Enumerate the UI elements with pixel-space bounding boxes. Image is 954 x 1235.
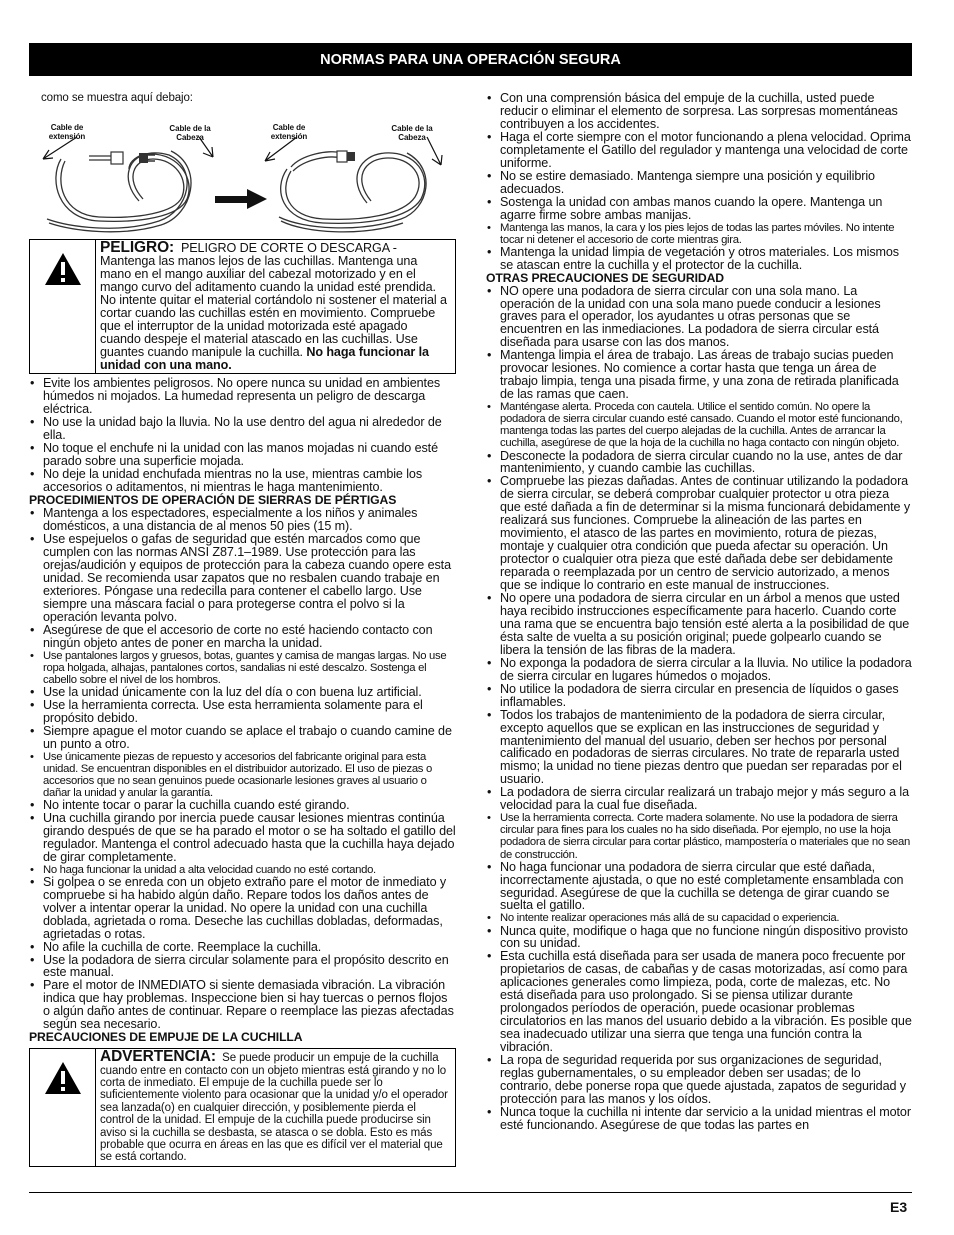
list-item: • No utilice la podadora de sierra circular en presencia de líquidos o gases inflamables. [486, 683, 913, 709]
list-item: • Mantenga a los espectadores, especialmente a los niños y animales domésticos, a una distancia de al menos 50 pies (15 m). [29, 507, 456, 533]
warning-title: ADVERTENCIA: [100, 1048, 216, 1066]
list-item: • No opere una podadora de sierra circular en un árbol a menos que usted haya recibido instrucciones específicamente para hacerlo. Cuando corte una rama que se encuentra bajo tensión esté alerta a la posibilidad de que ésta salte de vuelta a su posición original; puede golpearlo cuando se libera la tensión de las fibras de la madera. [486, 592, 913, 657]
list-item: • Mantenga las manos, la cara y los pies lejos de todas las partes móviles. No intente tocar ni detener el accesorio de corte mientras gira. [486, 222, 913, 246]
cord-knot-diagram [29, 109, 456, 237]
section-heading-kickback: PRECAUCIONES DE EMPUJE DE LA CUCHILLA [29, 1030, 303, 1045]
list-item: • NO opere una podadora de sierra circular con una sola mano. La operación de la unidad con una sola mano puede conducir a lesiones graves para el operador, los ayudantes u otras personas que se encuentren en las inmediaciones. La podadora de sierra circular está diseñada para usarse con las dos manos. [486, 285, 913, 350]
list-item: • Sostenga la unidad con ambas manos cuando la opere. Mantenga un agarre firme sobre ambas manijas. [486, 196, 913, 222]
danger-title: PELIGRO: [100, 238, 175, 256]
footer-rule [29, 1192, 912, 1193]
list-item: • Use espejuelos o gafas de seguridad que estén marcados como que cumplen con las normas ANSI Z87.1–1989. Use protección para las orejas/audición y equipos de protección para la cabeza cuando opere esta unidad. Se recomienda usar zapatos que no resbalen cuando trabaje en exteriores. Póngase una redecilla para contener el cabello largo. Use siempre una máscara facial o para protegerse contra el polvo si la operación levanta polvo. [29, 533, 456, 624]
list-item: • Mantenga la unidad limpia de vegetación y otros materiales. Los mismos se atascan entre la cuchilla y el protector de la cuchilla. [486, 246, 913, 272]
list-item: • Use la podadora de sierra circular solamente para el propósito descrito en este manual. [29, 954, 456, 980]
list-item: • Desconecte la podadora de sierra circular cuando no la use, antes de dar mantenimiento, y cuando cambie las cuchillas. [486, 450, 913, 476]
right-column [486, 92, 913, 1132]
intro-text: como se muestra aquí debajo: [41, 92, 193, 104]
label-head-cord-2: Cable de la Cabeza [391, 123, 433, 142]
warning-body: Se puede producir un empuje de la cuchilla cuando entre en contacto con un objeto mientras está girando y no lo corta de inmediato. El empuje de la cuchilla puede ser lo suficientemente violento para ocasionar que la unidad y/o el operador sea lanzada(o) en cualquier dirección, y posiblemente pierda el control de la unidad. El empuje de la cuchilla puede producirse sin aviso si la cuchilla se desbasta, se atasca o se dobla. Esto es más probable que ocurra en áreas en las que es difícil ver el material que se está cortando. [100, 1052, 448, 1164]
list-item: • No afile la cuchilla de corte. Reemplace la cuchilla. [29, 941, 456, 954]
list-item: • Manténgase alerta. Proceda con cautela. Utilice el sentido común. No opere la podadora de sierra circular cuando esté cansado. Cuando el motor esté funcionando, mantenga todas las partes del cuerpo alejadas de la cuchilla. Antes de arrancar la cuchilla, asegúrese de que la hoja de la cuchilla no haga contacto con ningún objeto. [486, 401, 913, 449]
warning-triangle-icon [30, 1049, 96, 1166]
section-heading-operating-procedures: PROCEDIMIENTOS DE OPERACIÓN DE SIERRAS DE PÉRTIGAS [29, 493, 397, 508]
bullet-list-other [486, 285, 913, 1132]
bullet-list-operating [29, 507, 456, 1031]
list-item: • Use pantalones largos y gruesos, botas, guantes y camisa de mangas largas. No use ropa holgada, alhajas, pantalones cortos, sandalias ni esté descalzo. Sostenga el cabello sobre el nivel de los hombros. [29, 650, 456, 686]
section-heading-other-precautions: OTRAS PRECAUCIONES DE SEGURIDAD [486, 270, 724, 285]
bullet-list-hazards [29, 377, 456, 494]
bullet-list-kickback [486, 92, 913, 272]
list-item: • Compruebe las piezas dañadas. Antes de continuar utilizando la podadora de sierra circular, se deberá comprobar cualquier protector u otra pieza que esté dañada a fin de determinar si la misma funcionará debidamente y realizará sus funciones. Compruebe la alineación de las partes en movimiento, el atasco de las partes en movimiento, rotura de piezas, montaje y cualquier otra condición que pueda afectar su operación. Un protector o cualquier otra pieza que esté dañada debe ser debidamente reparada o reemplazada por un centro de servicio autorizado, a menos que se indique lo contrario en este manual de instrucciones. [486, 475, 913, 592]
list-item: • Use la herramienta correcta. Corte madera solamente. No use la podadora de sierra circular para fines para los cuales no ha sido diseñada. Por ejemplo, no use la hoja podadora de sierra circular para cortar plástico, mampostería o materiales que no sean de construcción. [486, 812, 913, 860]
section-title: NORMAS PARA UNA OPERACIÓN SEGURA [320, 51, 621, 68]
label-head-cord-1: Cable de la Cabeza [169, 123, 211, 142]
list-item: • Todos los trabajos de mantenimiento de la podadora de sierra circular, excepto aquellos que se explican en las instrucciones de seguridad y mantenimiento del manual del usuario, deben ser hechos por personal calificado en podadoras de sierras circulares. No trate de repararla usted mismo; la unidad no tiene piezas dentro que puedan ser reparadas por el usuario. [486, 709, 913, 787]
list-item: • La ropa de seguridad requerida por sus organizaciones de seguridad, reglas gubernamentales, o su empleador deben ser usadas; de lo contrario, debe ponerse ropa que quede ajustada, zapatos de seguridad y protección para las manos y los oídos. [486, 1054, 913, 1106]
label-extension-cord-1: Cable de extensión [48, 122, 86, 141]
warning-triangle-icon [30, 240, 96, 374]
list-item: • Mantenga limpia el área de trabajo. Las áreas de trabajo sucias pueden provocar lesiones. No comience a cortar hasta que tenga un área de trabajo limpia, tenga una pisada firme, y una zona de retirada planificada de las ramas que caen. [486, 349, 913, 401]
list-item: • Haga el corte siempre con el motor funcionando a plena velocidad. Oprima completamente el Gatillo del regulador y mantenga una velocidad de corte uniforme. [486, 131, 913, 170]
list-item: • No exponga la podadora de sierra circular a la lluvia. No utilice la podadora de sierra circular en lugares húmedos o mojados. [486, 657, 913, 683]
list-item: • No haga funcionar una podadora de sierra circular que esté dañada, incorrectamente ajustada, o que no esté completamente ensamblada con seguridad. Asegúrese de que la cuchilla se detenga de girar cuando se suelta el gatillo. [486, 861, 913, 913]
list-item: • Con una comprensión básica del empuje de la cuchilla, usted puede reducir o eliminar el elemento de sorpresa. Las sorpresas momentáneas contribuyen a los accidentes. [486, 92, 913, 131]
danger-subtitle: PELIGRO DE CORTE O DESCARGA - [180, 240, 397, 255]
list-item: • Nunca quite, modifique o haga que no funcione ningún dispositivo provisto con su unidad. [486, 925, 913, 951]
list-item: • Use la unidad únicamente con la luz del día o con buena luz artificial. [29, 686, 456, 699]
list-item: • Pare el motor de INMEDIATO si siente demasiada vibración. La vibración indica que hay problemas. Inspeccione bien si hay tuercas o pernos flojos o algún daño antes de continuar. Repare o reemplace las piezas afectadas según sea necesario. [29, 979, 456, 1031]
list-item: • Nunca toque la cuchilla ni intente dar servicio a la unidad mientras el motor esté funcionando. Asegúrese de que todas las partes en [486, 1106, 913, 1132]
list-item: • No se estire demasiado. Mantenga siempre una posición y equilibrio adecuados. [486, 170, 913, 196]
list-item: • La podadora de sierra circular realizará un trabajo mejor y más seguro a la velocidad para la cual fue diseñada. [486, 786, 913, 812]
danger-text [96, 240, 455, 374]
list-item: • Si golpea o se enreda con un objeto extraño pare el motor de inmediato y compruebe si ha habido algún daño. Repare todos los daños antes de volver a intentar operar la unidad. No opere la unidad con una cuchilla doblada, agrietada o roma. Deseche las cuchillas dobladas, deformadas, agrietadas o rotas. [29, 876, 456, 941]
page-number: E3 [890, 1199, 908, 1215]
list-item: • No toque el enchufe ni la unidad con las manos mojadas ni cuando esté parado sobre una superficie mojada. [29, 442, 456, 468]
danger-body: Mantenga las manos lejos de las cuchillas. Mantenga una mano en el mango auxiliar del cabezal motorizado y en el mango curvo del aditamento cuando la unidad esté prendida. No intente quitar el material cortándolo ni sostener el material a cortar cuando las cuchillas estén en movimiento. Compruebe que el interruptor de la unidad motorizada esté apagado cuando despeje el material atascado en las cuchillas. Use guantes cuando manipule la cuchilla. [100, 253, 447, 359]
list-item: • No intente tocar o parar la cuchilla cuando esté girando. [29, 799, 456, 812]
left-column [29, 92, 456, 1170]
list-item: • Use únicamente piezas de repuesto y accesorios del fabricante original para esta unidad. Se encuentran disponibles en el distribuidor autorizado. El uso de piezas o accesorios que no sean genuinos puede ocasionarle lesiones graves al usuario o dañar la unidad y anular la garantía. [29, 751, 456, 799]
list-item: • Siempre apague el motor cuando se aplace el trabajo o cuando camine de un punto a otro. [29, 725, 456, 751]
list-item: • Esta cuchilla está diseñada para ser usada de manera poco frecuente por propietarios de casas, de cabañas y de casas motorizadas, así como para aplicaciones generales como limpieza, poda, corte de malezas, etc. No está diseñada para uso prolongado. Si se piensa utilizar durante prolongados períodos de operación, puede ocasionar problemas circulatorios en las manos del usuario debido a la vibración. Es posible que sea inadecuado utilizar una sierra que tenga una función contra la vibración. [486, 950, 913, 1054]
danger-box [29, 239, 456, 375]
label-extension-cord-2: Cable de extensión [270, 122, 308, 141]
list-item: • Use la herramienta correcta. Use esta herramienta solamente para el propósito debido. [29, 699, 456, 725]
danger-bold-end: No haga funcionar la unidad con una mano. [100, 344, 429, 372]
warning-text [96, 1049, 455, 1166]
list-item: • Asegúrese de que el accesorio de corte no esté haciendo contacto con ningún objeto antes de poner en marcha la unidad. [29, 624, 456, 650]
list-item: • No use la unidad bajo la lluvia. No la use dentro del agua ni alrededor de ella. [29, 416, 456, 442]
list-item: • Una cuchilla girando por inercia puede causar lesiones mientras continúa girando después de que se ha parado el motor o se ha soltado el gatillo del regulador. Mantenga el control adecuado hasta que la cuchilla haya dejado de girar completamente. [29, 812, 456, 864]
list-item: • Evite los ambientes peligrosos. No opere nunca su unidad en ambientes húmedos ni mojados. La humedad representa un peligro de descarga eléctrica. [29, 377, 456, 416]
warning-box [29, 1048, 456, 1167]
list-item: • No intente realizar operaciones más allá de su capacidad o experiencia. [486, 912, 913, 924]
section-header [29, 43, 912, 76]
list-item: • No haga funcionar la unidad a alta velocidad cuando no esté cortando. [29, 864, 456, 876]
list-item: • No deje la unidad enchufada mientras no la use, mientras cambie los accesorios o aditamentos, ni mientras le haga mantenimiento. [29, 468, 456, 494]
